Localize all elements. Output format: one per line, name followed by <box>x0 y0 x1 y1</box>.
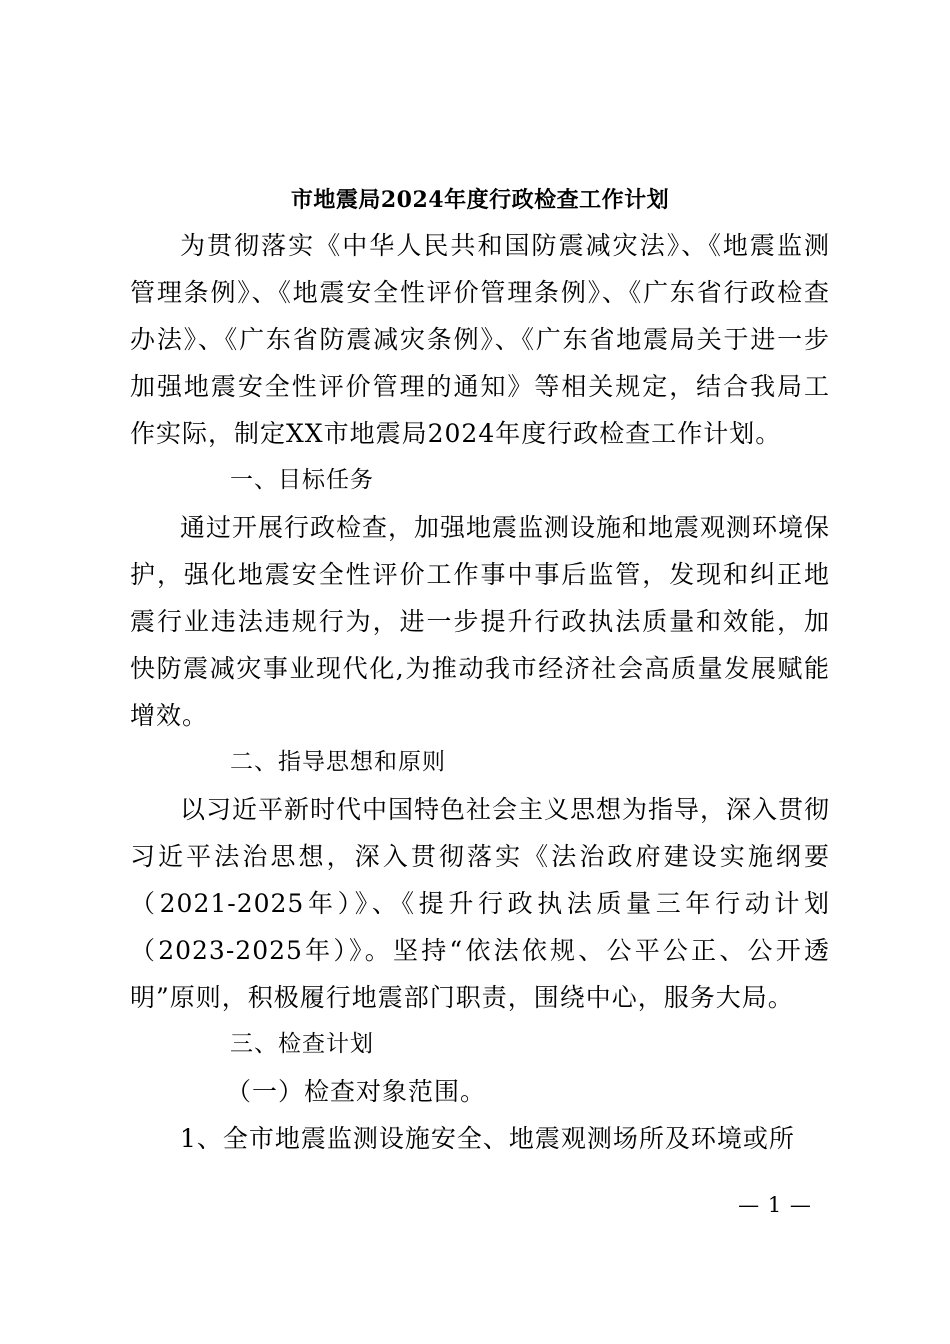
document-title: 市地震局2024年度行政检查工作计划 <box>290 187 670 213</box>
document-body <box>130 222 830 1162</box>
intro-paragraph: 为贯彻落实《中华人民共和国防震减灾法》、《地震监测管理条例》、《地震安全性评价管理条例》、《广东省行政检查办法》、《广东省防震减灾条例》、《广东省地震局关于进一步加强地震安全性评价管理的通知》等相关规定，结合我局工作实际，制定XX市地震局2024年度行政检查工作计划。 <box>130 231 830 448</box>
section-paragraph-goals: 通过开展行政检查，加强地震监测设施和地震观测环境保护，强化地震安全性评价工作事中事后监管，发现和纠正地震行业违法违规行为，进一步提升行政执法质量和效能，加快防震减灾事业现代化,为推动我市经济社会高质量发展赋能增效。 <box>130 513 831 730</box>
section-heading-plan: 三、检查计划 <box>230 1031 374 1057</box>
section-heading-goals: 一、目标任务 <box>230 467 374 493</box>
section-paragraph-principles: 以习近平新时代中国特色社会主义思想为指导，深入贯彻习近平法治思想，深入贯彻落实《法治政府建设实施纲要（2021-2025年）》、《提升行政执法质量三年行动计划（2023-2025年）》。坚持“依法依规、公平公正、公开透明”原则，积极履行地震部门职责，围绕中心，服务大局。 <box>130 795 831 1012</box>
page-number: — 1 — <box>738 1193 812 1217</box>
subsection-heading-scope: （一）检查对象范围。 <box>226 1077 487 1106</box>
section-heading-principles: 二、指导思想和原则 <box>230 749 446 775</box>
list-item-1: 1、全市地震监测设施安全、地震观测场所及环境或所 <box>180 1124 795 1153</box>
